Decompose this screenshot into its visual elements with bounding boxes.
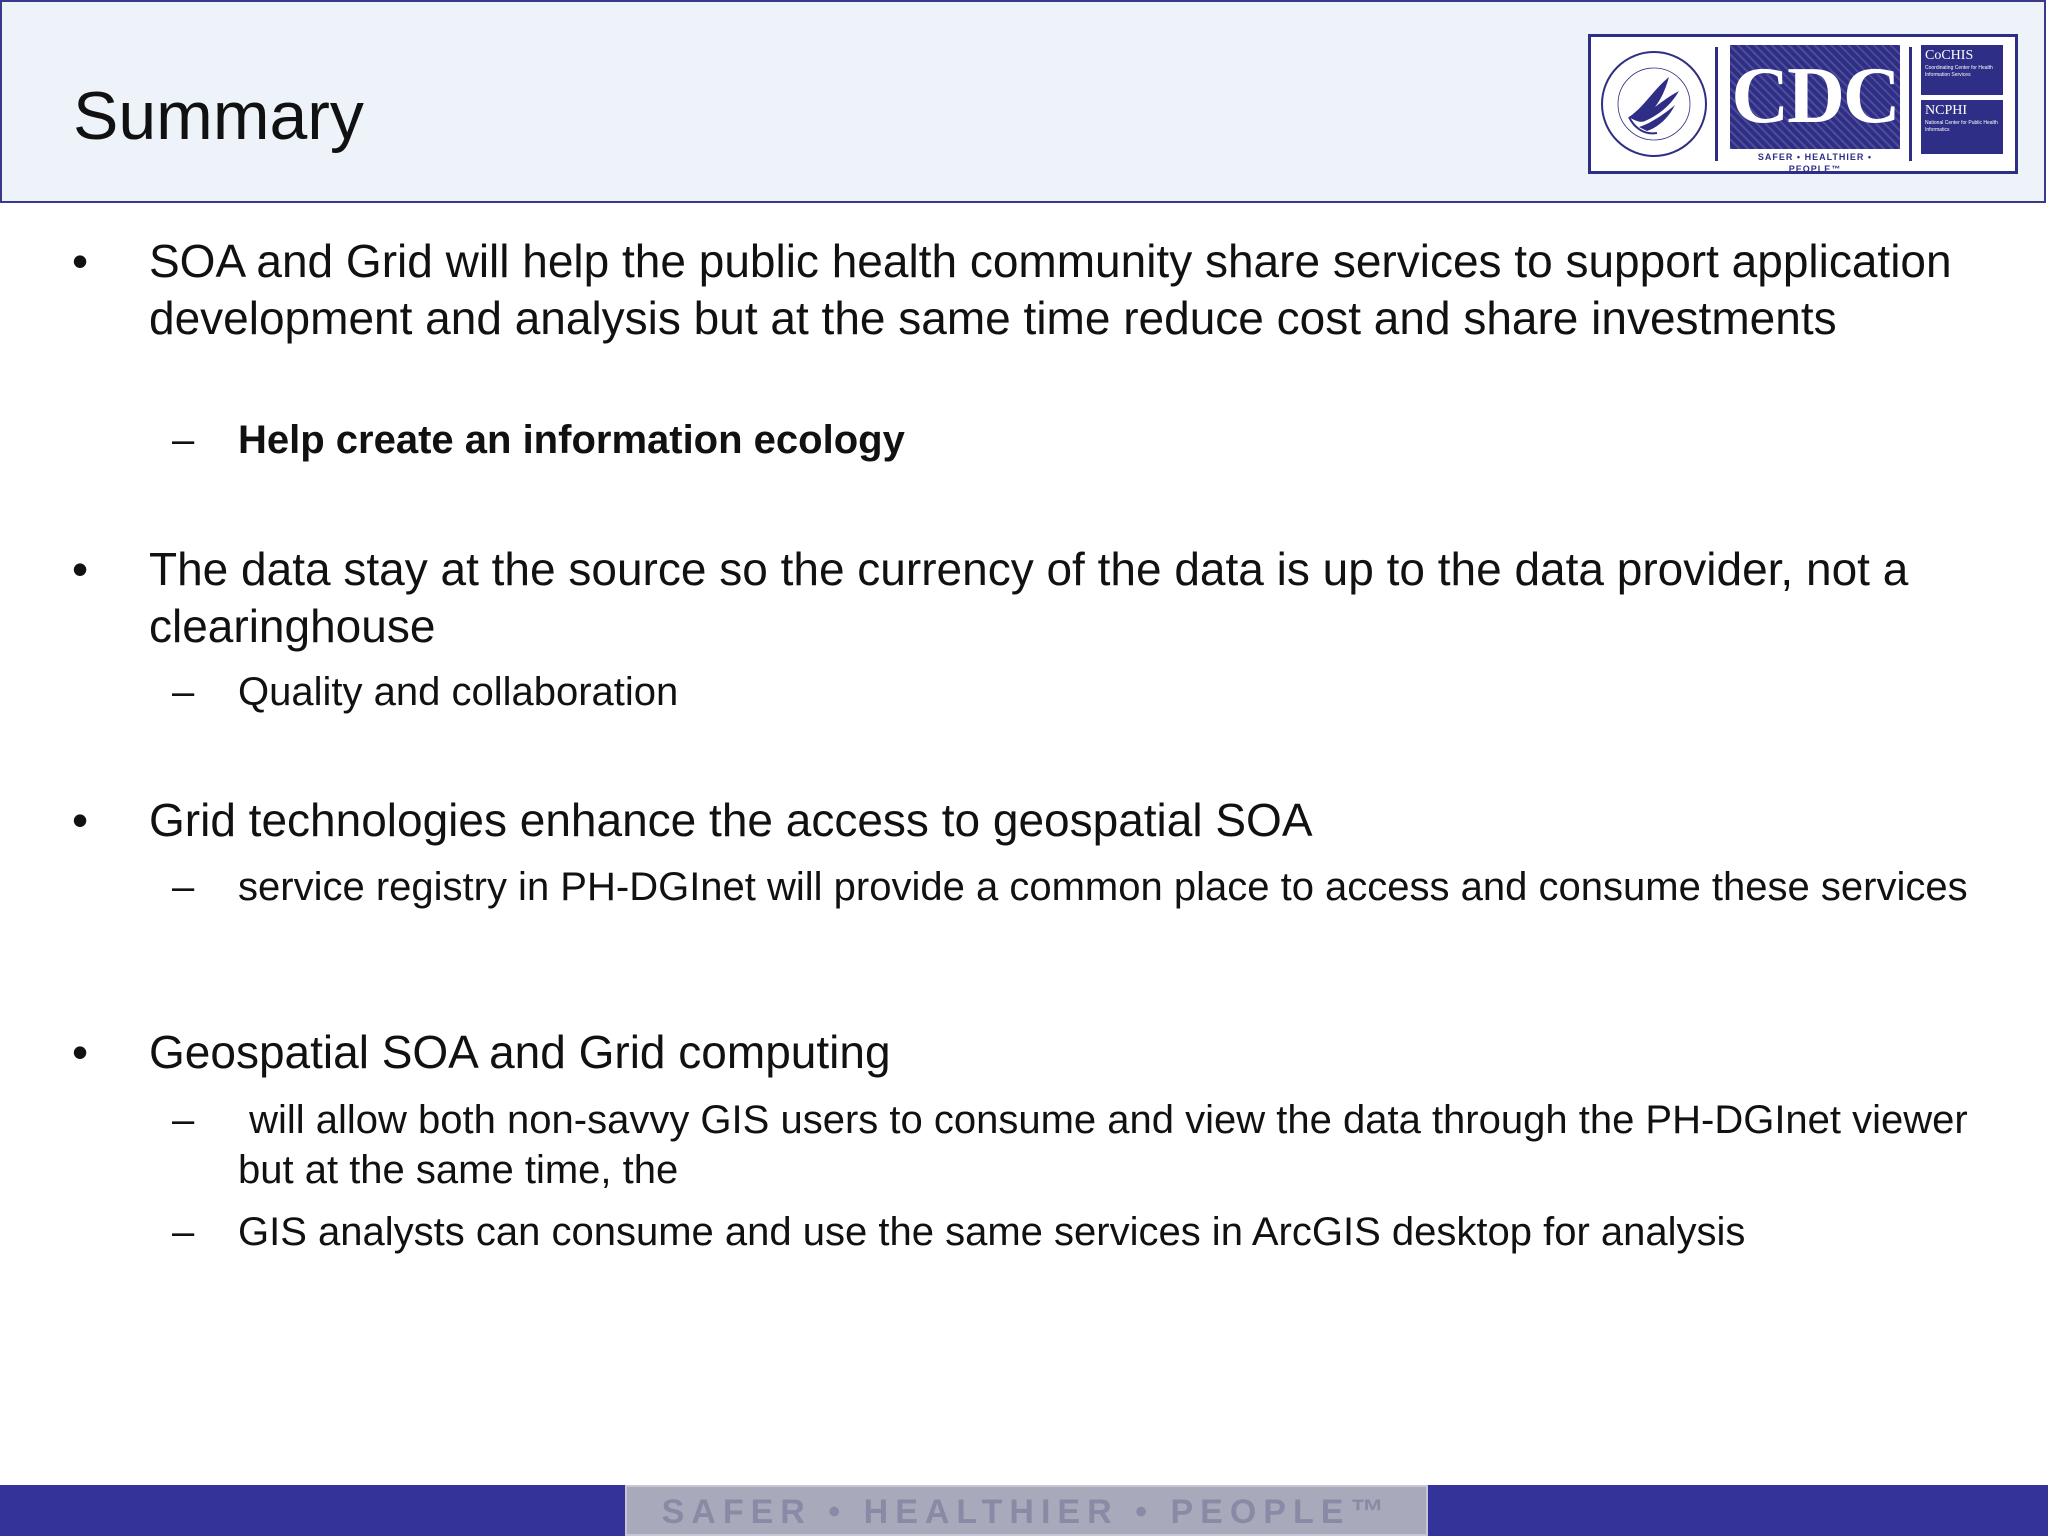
cdc-wordmark: CDC (1731, 52, 1899, 140)
sub-bullet-text: Help create an information ecology (238, 418, 905, 462)
hhs-seal-icon (1599, 49, 1709, 159)
sub-bullet-marker: – (172, 670, 195, 714)
bullet-text: SOA and Grid will help the public health community share services to support application development and analysis but at the same time reduce cost and share investments (149, 235, 1952, 344)
logo-divider (1909, 47, 1912, 161)
cdc-logo-banner (1588, 34, 2018, 174)
logo-divider (1715, 47, 1718, 161)
page-title: Summary (73, 78, 364, 154)
org-name: National Center for Public Health Informatics (1925, 120, 1998, 133)
bullet-text: Geospatial SOA and Grid computing (149, 1026, 891, 1078)
bullet-text: The data stay at the source so the currency of the data is up to the data provider, not a clearinghouse (149, 543, 1909, 652)
sub-bullet-marker: – (172, 1098, 195, 1142)
sub-bullet-text: Quality and collaboration (238, 670, 679, 714)
cdc-tagline: SAFER • HEALTHIER • PEOPLE™ (1757, 152, 1873, 174)
org-abbr: CoCHIS (1925, 48, 1974, 63)
footer-tagline: SAFER • HEALTHIER • PEOPLE™ (625, 1485, 1428, 1536)
cdc-mark (1730, 45, 1900, 149)
org-abbr: NCPHI (1925, 103, 1968, 118)
sub-bullet-text: service registry in PH-DGInet will provide a common place to access and consume these services (238, 865, 1968, 909)
bullet-marker: • (72, 794, 89, 846)
bullet-marker: • (72, 543, 89, 595)
sub-bullet-text: will allow both non-savvy GIS users to consume and view the data through the PH-DGInet viewer but at the same time, the (238, 1098, 1979, 1192)
slide-header (0, 0, 2046, 203)
org-badge-ncphi (1921, 100, 2003, 154)
sub-bullet-marker: – (172, 418, 195, 462)
org-badge-cocheis (1921, 45, 2003, 95)
bullet-marker: • (72, 1026, 89, 1078)
sub-bullet-marker: – (172, 865, 195, 909)
sub-bullet-marker: – (172, 1210, 195, 1254)
org-name: Coordinating Center for Health Information Services (1925, 65, 1993, 78)
bullet-text: Grid technologies enhance the access to geospatial SOA (149, 794, 1313, 846)
sub-bullet-text: GIS analysts can consume and use the same services in ArcGIS desktop for analysis (238, 1210, 1746, 1254)
bullet-marker: • (72, 235, 89, 287)
